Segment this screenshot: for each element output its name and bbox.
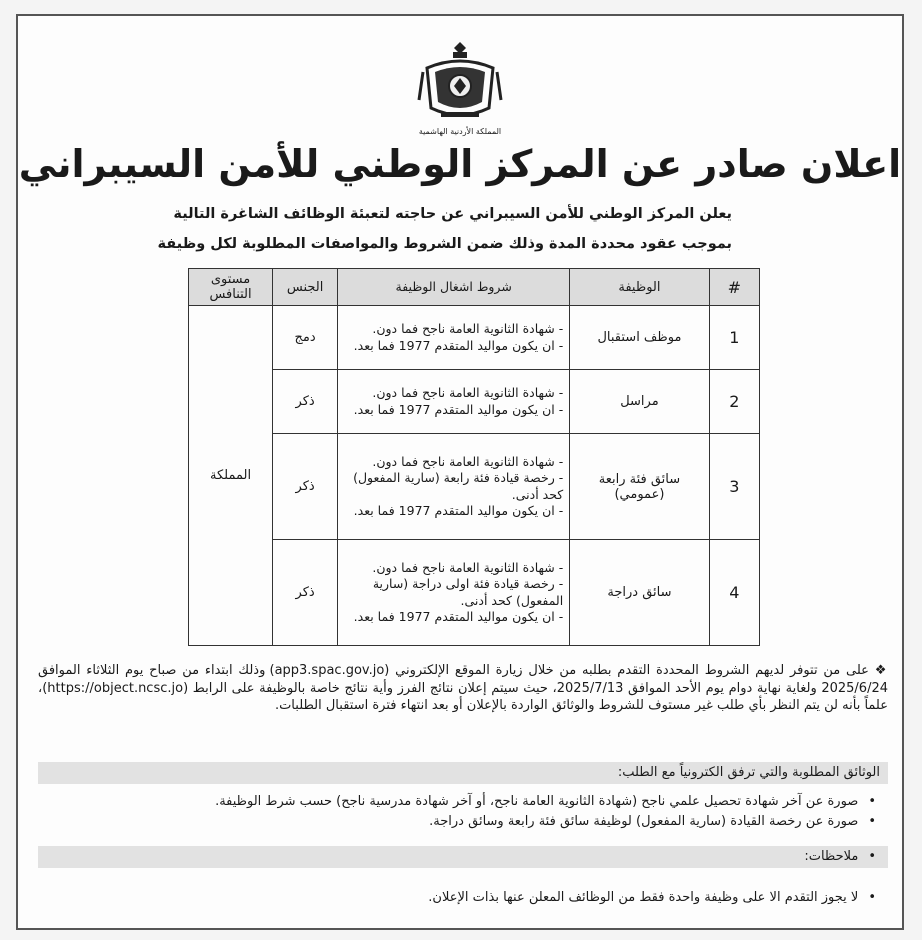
condition-line: - رخصة قيادة فئة اولى دراجة (سارية المفعول) كحد أدنى. xyxy=(372,576,564,608)
row-gender: ذكر xyxy=(273,540,338,646)
subtitle-line-1: يعلن المركز الوطني للأمن السيبراني عن حاجته لتعبئة الوظائف الشاغرة التالية xyxy=(173,206,732,222)
table-row xyxy=(189,540,760,646)
table-row xyxy=(189,434,760,540)
row-num: 4 xyxy=(709,540,759,646)
row-job: سائق فئة رابعة (عمومي) xyxy=(570,434,709,540)
bullet-icon: • xyxy=(868,814,876,829)
condition-line: - ان يكون مواليد المتقدم 1977 فما بعد. xyxy=(353,401,564,417)
row-conditions xyxy=(338,540,570,646)
coat-of-arms-icon xyxy=(415,38,505,138)
announcement-page xyxy=(16,14,904,930)
diamond-bullet-icon: ❖ xyxy=(874,663,889,678)
row-num: 2 xyxy=(709,370,759,434)
page-title: اعلان صادر عن المركز الوطني للأمن السيبراني xyxy=(18,142,902,186)
remarks-heading xyxy=(38,846,888,868)
row-conditions xyxy=(338,306,570,370)
list-item xyxy=(429,814,876,829)
condition-line: - شهادة الثانوية العامة ناجح فما دون. xyxy=(372,454,564,469)
table-row xyxy=(189,370,760,434)
header-conditions: شروط اشغال الوظيفة xyxy=(338,269,570,306)
condition-line: - شهادة الثانوية العامة ناجح فما دون. xyxy=(372,560,564,575)
header-gender: الجنس xyxy=(273,269,338,306)
condition-line: - رخصة قيادة فئة رابعة (سارية المفعول) كحد أدنى. xyxy=(353,470,564,502)
row-job: موظف استقبال xyxy=(570,306,709,370)
row-gender: ذكر xyxy=(273,370,338,434)
bullet-icon: • xyxy=(868,849,876,864)
row-gender: دمج xyxy=(273,306,338,370)
table-header-row xyxy=(189,269,760,306)
row-job: مراسل xyxy=(570,370,709,434)
document-item: صورة عن آخر شهادة تحصيل علمي ناجح (شهادة الثانوية العامة ناجح، أو آخر شهادة مدرسية ناجح) حسب شرط الوظيفة. xyxy=(215,794,859,809)
documents-heading: الوثائق المطلوبة والتي ترفق الكترونياً مع الطلب: xyxy=(38,762,888,784)
application-text: على من تتوفر لديهم الشروط المحددة التقدم بطلبه من خلال زيارة الموقع الإلكتروني (app3.spac.gov.jo) وذلك ابتداء من صباح يوم الثلاثاء الموافق 2025/6/24 ولغاية نهاية دوام يوم الأحد الموافق 2025/7/13، حيث سيتم إعلان نتائج الفرز وأية نتائج خاصة بالوظيفة على الرابط (https://object.ncsc.jo)، علماً بأنه لن يتم النظر بأي طلب غير مستوف للشروط والوثائق الواردة بالإعلان أو بعد انتهاء فترة استقبال الطلبات. xyxy=(38,663,888,714)
condition-line: - ان يكون مواليد المتقدم 1977 فما بعد. xyxy=(353,608,564,624)
remarks-heading-text: ملاحظات: xyxy=(804,849,859,864)
row-conditions xyxy=(338,434,570,540)
bullet-icon: • xyxy=(868,890,876,905)
row-gender: ذكر xyxy=(273,434,338,540)
competition-level: المملكة xyxy=(189,306,273,646)
application-note xyxy=(38,662,888,715)
condition-line: - ان يكون مواليد المتقدم 1977 فما بعد. xyxy=(353,337,564,353)
row-conditions xyxy=(338,370,570,434)
list-item xyxy=(215,794,876,809)
condition-line: - شهادة الثانوية العامة ناجح فما دون. xyxy=(372,385,564,401)
emblem-caption: المملكة الأردنية الهاشمية xyxy=(418,127,502,136)
header-job: الوظيفة xyxy=(570,269,709,306)
header-num: # xyxy=(709,269,759,306)
header-level: مستوى التنافس xyxy=(189,269,273,306)
condition-line: - ان يكون مواليد المتقدم 1977 فما بعد. xyxy=(353,502,564,518)
subtitle-line-2: بموجب عقود محددة المدة وذلك ضمن الشروط والمواصفات المطلوبة لكل وظيفة xyxy=(157,236,732,252)
row-job: سائق دراجة xyxy=(570,540,709,646)
condition-line: - شهادة الثانوية العامة ناجح فما دون. xyxy=(372,321,564,337)
row-num: 3 xyxy=(709,434,759,540)
jobs-table xyxy=(188,268,760,646)
list-item xyxy=(428,890,876,905)
bullet-icon: • xyxy=(868,794,876,809)
row-num: 1 xyxy=(709,306,759,370)
remark-item: لا يجوز التقدم الا على وظيفة واحدة فقط من الوظائف المعلن عنها بذات الإعلان. xyxy=(428,890,859,905)
table-row xyxy=(189,306,760,370)
document-item: صورة عن رخصة القيادة (سارية المفعول) لوظيفة سائق فئة رابعة وسائق دراجة. xyxy=(429,814,859,829)
